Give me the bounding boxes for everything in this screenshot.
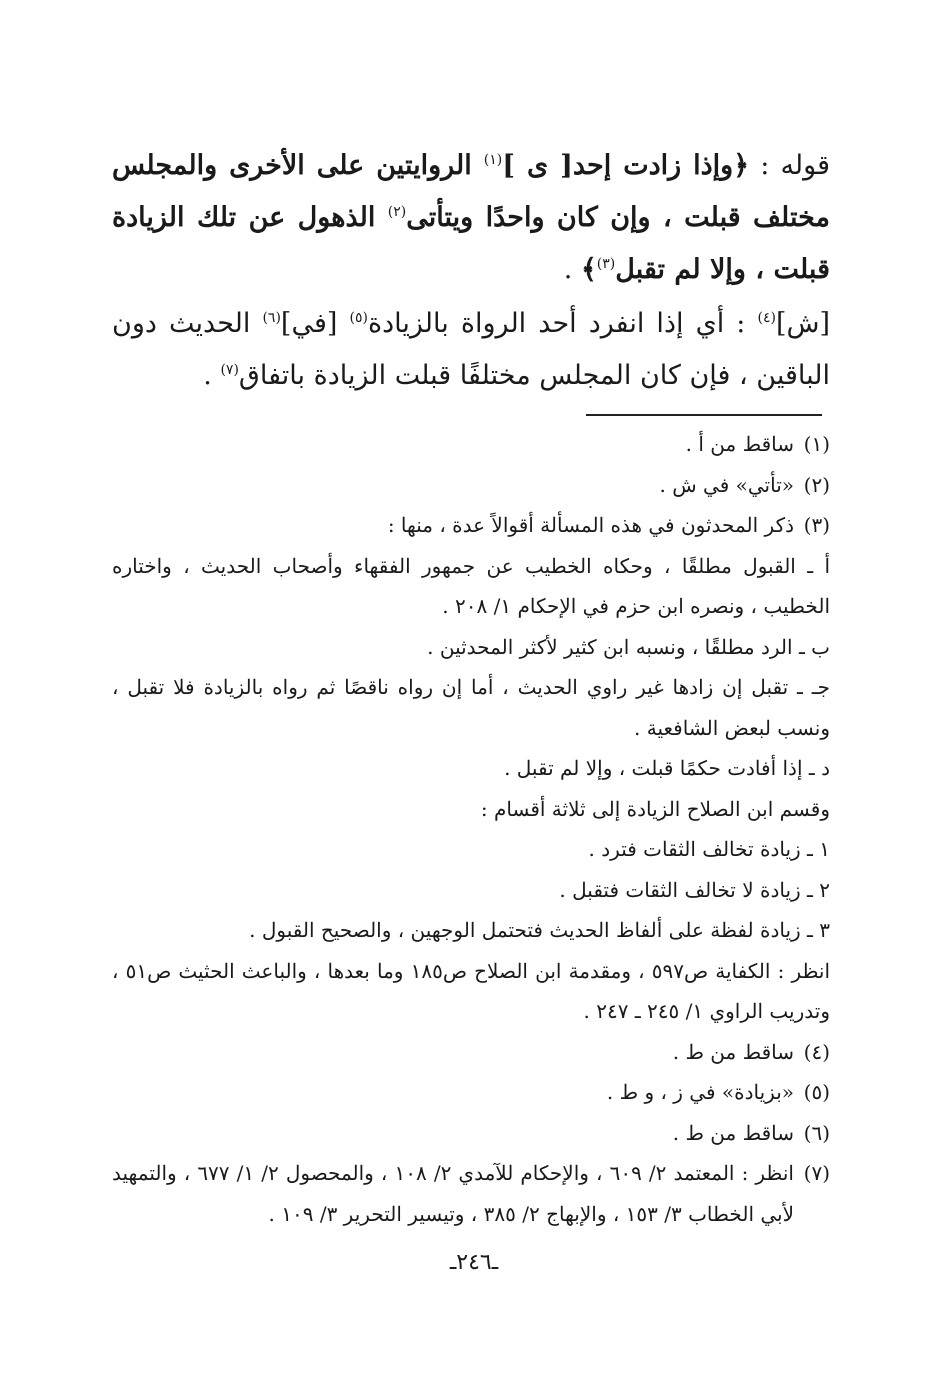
commentary-marker: [ش]	[775, 308, 830, 339]
footnote-3	[112, 505, 830, 546]
footnote-number: (٧)	[803, 1161, 830, 1185]
passage-end: .	[563, 254, 581, 285]
commentary-end: .	[203, 360, 221, 391]
footnote-text: ذكر المحدثون في هذه المسألة أقوالاً عدة ، منها :	[387, 513, 794, 537]
footnote-text: ساقط من أ .	[685, 432, 794, 456]
footnote-text: ساقط من ط .	[672, 1120, 794, 1145]
footnote-ref-1[interactable]: (١)	[483, 152, 503, 168]
footnote-4	[112, 1032, 830, 1073]
footnote-1	[112, 424, 830, 465]
footnote-3-category-3: ٣ ـ زيادة لفظة على ألفاظ الحديث فتحتمل الوجهين ، والصحيح القبول .	[249, 918, 830, 942]
footnote-separator	[586, 414, 822, 416]
footnote-ref-2[interactable]: (٢)	[387, 204, 407, 220]
footnote-ref-4[interactable]: (٤)	[757, 310, 776, 326]
main-text	[112, 140, 830, 402]
footnote-7	[112, 1153, 830, 1234]
footnote-text: انظر : المعتمد ٢/ ٦٠٩ ، والإحكام للآمدي ٢/ ١٠٨ ، والمحصول ٢/ ١/ ٦٧٧ ، والتمهيد لأبي الخطاب ٣/ ١٥٣ ، والإبهاج ٢/ ٣٨٥ ، وتيسير التحرير ٣/ ١٠٩ .	[112, 1161, 794, 1226]
footnotes	[112, 424, 830, 1234]
commentary-part-2: [في]	[280, 308, 350, 339]
footnote-3-item-d: د ـ إذا أفادت حكمًا قبلت ، وإلا لم تقبل .	[504, 756, 830, 780]
footnote-3-division: وقسم ابن الصلاح الزيادة إلى ثلاثة أقسام :	[480, 796, 830, 821]
footnote-ref-3[interactable]: (٣)	[596, 256, 616, 272]
footnote-number: (٦)	[803, 1120, 830, 1145]
footnote-3-category-1: ١ ـ زيادة تخالف الثقات فترد .	[588, 837, 830, 861]
quote-part-2: الروايتين على الأخرى والمجلس مختلف قبلت ، وإن كان واحدًا ويتأتى	[112, 150, 830, 233]
footnote-3-category-2: ٢ ـ زيادة لا تخالف الثقات فتقبل .	[559, 877, 830, 902]
passage-lead: قوله :	[749, 150, 831, 181]
footnote-number: (٣)	[803, 513, 830, 537]
footnote-ref-6[interactable]: (٦)	[262, 310, 281, 326]
footnote-number: (١)	[803, 432, 830, 456]
quote-part-1: ﴿وإذا زادت إحد[ ى ]	[502, 150, 750, 181]
footnote-5	[112, 1072, 830, 1113]
footnote-2	[112, 465, 830, 506]
commentary-part-1: : أي إذا انفرد أحد الرواة بالزيادة	[367, 308, 758, 339]
quote-close: ﴾	[580, 254, 597, 285]
footnote-3-item-c: جـ ـ تقبل إن زادها غير راوي الحديث ، أما إن رواه ناقصًا ثم رواه بالزيادة فلا تقبل ، ونسب لبعض الشافعية .	[112, 675, 831, 740]
footnote-6	[112, 1113, 830, 1154]
footnote-number: (٢)	[803, 472, 830, 497]
commentary-part-3: الحديث دون الباقين ، فإن كان المجلس مختلفًا قبلت الزيادة باتفاق	[112, 308, 830, 391]
footnote-text: ساقط من ط .	[672, 1039, 794, 1064]
commentary-paragraph	[112, 298, 830, 402]
page-number: ـ٢٤٦ـ	[449, 1250, 499, 1275]
quoted-passage	[112, 140, 830, 296]
footnote-number: (٥)	[803, 1080, 830, 1104]
footnote-ref-7[interactable]: (٧)	[220, 362, 239, 378]
footnote-3-item-a: أ ـ القبول مطلقًا ، وحكاه الخطيب عن جمهور الفقهاء وأصحاب الحديث ، واختاره الخطيب ، ونصره ابن حزم في الإحكام ١/ ٢٠٨ .	[112, 553, 830, 618]
footnote-3-item-b: ب ـ الرد مطلقًا ، ونسبه ابن كثير لأكثر المحدثين .	[427, 634, 830, 659]
footnote-number: (٤)	[803, 1039, 830, 1064]
quote-part-3: الذهول عن تلك الزيادة قبلت ، وإلا لم تقبل	[112, 202, 830, 285]
footnote-ref-5[interactable]: (٥)	[349, 310, 368, 326]
footnote-text: «بزيادة» في ز ، و ط .	[606, 1080, 794, 1104]
footnote-3-references: انظر : الكفاية ص٥٩٧ ، ومقدمة ابن الصلاح ص١٨٥ وما بعدها ، والباعث الحثيث ص٥١ ، وتدريب الراوي ١/ ٢٤٥ ـ ٢٤٧ .	[112, 958, 831, 1023]
footnote-text: «تأتي» في ش .	[659, 472, 794, 497]
